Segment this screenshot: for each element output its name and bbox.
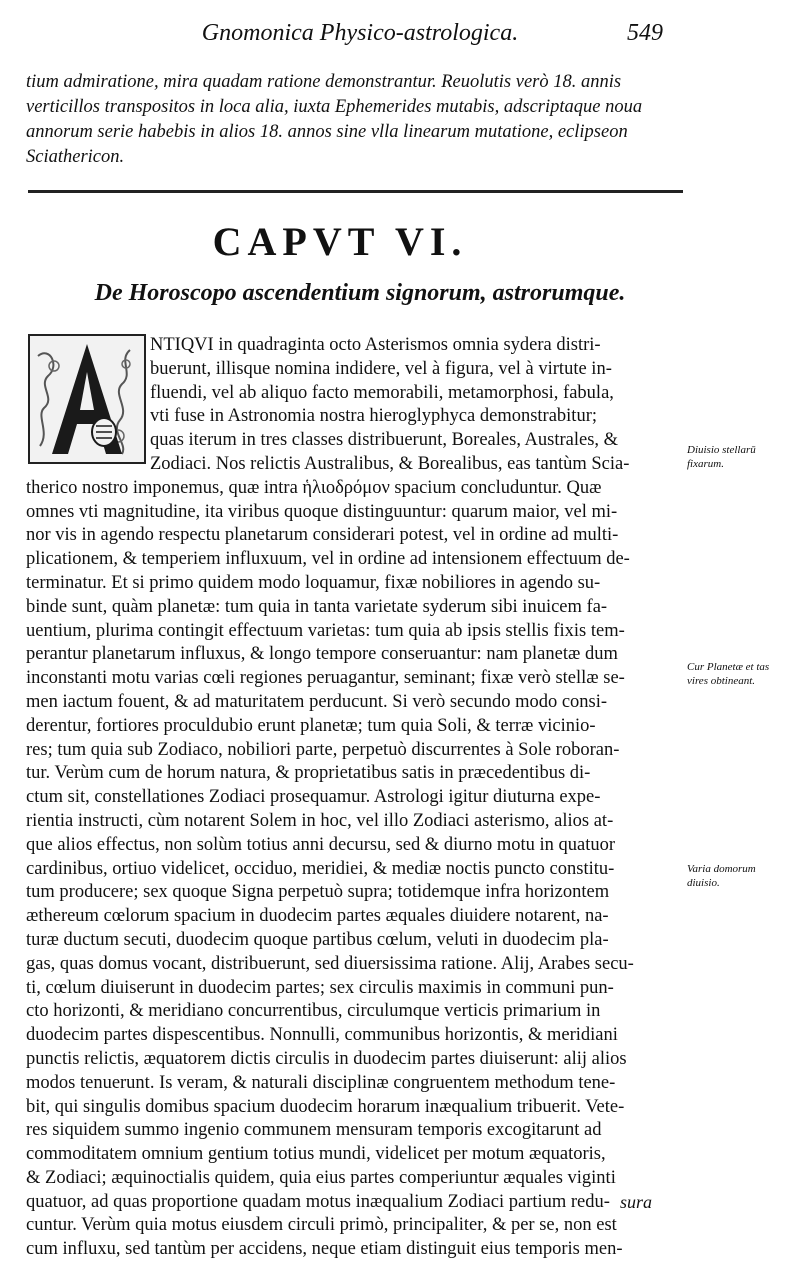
page-number: 549 bbox=[627, 20, 663, 46]
lead-paragraph: tium admiratione, mira quadam ratione demonstrantur. Reuolutis verò 18. annis verticillos transpositos in loca alia, iuxta Ephemerides mutabis, adscriptaque noua annorum serie habebis in alios 18. annos sine vlla linearum mutatione, eclipseon Sciathericon. bbox=[26, 72, 643, 167]
body-line: res; tum quia sub Zodiaco, nobiliori parte, perpetuò discurrentes à Sole roboran- bbox=[26, 739, 620, 760]
body-line: perantur planetarum influxus, & longo tempore conseruantur: nam planetæ dum bbox=[26, 644, 618, 665]
body-line: binde sunt, quàm planetæ: tum quia in tanta varietate syderum sibi inuicem fa- bbox=[26, 596, 608, 617]
body-line: punctis relictis, æquatorem dictis circulis in duodecim partes diuiserunt: alij alios bbox=[26, 1048, 627, 1069]
marginal-note-stars: Diuisio stellarū fixarum. bbox=[687, 444, 756, 470]
body-line: ctum sit, constellationes Zodiaci prosequamur. Astrologi igitur diuturna expe- bbox=[26, 787, 601, 808]
body-line: Zodiaci. Nos relictis Australibus, & Borealibus, eas tantùm Scia- bbox=[150, 453, 630, 474]
body-line: cuntur. Verùm quia motus eiusdem circuli primò, principaliter, & per se, non est bbox=[26, 1215, 617, 1236]
body-line: cum influxu, sed tantùm per accidens, neque etiam distinguit eius temporis men- bbox=[26, 1239, 623, 1260]
body-line: cardinibus, ortiuo videlicet, occiduo, meridiei, & mediæ noctis puncto constitu- bbox=[26, 858, 615, 879]
body-text bbox=[26, 334, 681, 1262]
body-line: res siquidem summo ingenio communem mensuram temporis excogitarunt ad bbox=[26, 1120, 602, 1141]
section-rule bbox=[28, 190, 683, 193]
body-line: commoditatem omnium gentium totius mundi, videlicet per motum æquatoris, bbox=[26, 1144, 606, 1165]
body-line: buerunt, illisque nomina indidere, vel à figura, vel à virtute in- bbox=[150, 358, 612, 379]
body-line: terminatur. Et si primo quidem modo loquamur, fixæ nobiliores in agendo su- bbox=[26, 572, 601, 593]
body-line: tum producere; sex quoque Signa perpetuò supra; totidemque infra horizontem bbox=[26, 882, 610, 903]
body-line: quatuor, ad quas proportione quadam motus inæqualium Zodiaci partium redu- bbox=[26, 1191, 610, 1212]
body-line: bit, qui singulis domibus spacium duodecim horarum inæqualium tribuerit. Vete- bbox=[26, 1096, 625, 1117]
body-line: vti fuse in Astronomia nostra hieroglyphyca demonstrabitur; bbox=[150, 406, 597, 427]
body-line: nor vis in agendo respectu planetarum considerari potest, vel in ordine ad multi- bbox=[26, 525, 619, 546]
body-line: derentur, fortiores proculdubio erunt planetæ; tum quia Soli, & terræ vicinio- bbox=[26, 715, 596, 736]
body-line: & Zodiaci; æquinoctialis quidem, quia eius partes comperiuntur æquales viginti bbox=[26, 1167, 616, 1188]
body-line: turæ ductum secuti, duodecim quoque partibus cœlum, veluti in duodecim pla- bbox=[26, 929, 609, 950]
running-title: Gnomonica Physico-astrologica. bbox=[201, 20, 519, 46]
body-line: modos tenuerunt. Is veram, & naturali disciplinæ congruentem methodum tene- bbox=[26, 1072, 616, 1093]
body-line: cto horizonti, & meridiano concurrentibus, circulumque verticis primarium in bbox=[26, 1001, 601, 1022]
body-line: uentium, plurima contingit effectuum varietas: tum quia ab ipsis stellis fixis tem- bbox=[26, 620, 625, 641]
body-line: duodecim partes dispescentibus. Nonnulli, communibus horizontis, & meridiani bbox=[26, 1025, 618, 1046]
body-line: inconstanti motu varias cœli regiones peruagantur, seminant; fixæ verò stellæ se- bbox=[26, 668, 625, 689]
catchword: sura bbox=[620, 1192, 653, 1212]
chapter-subtitle: De Horoscopo ascendentium signorum, astrorumque. bbox=[94, 280, 626, 306]
body-line: NTIQVI in quadraginta octo Asterismos omnia sydera distri- bbox=[150, 335, 601, 355]
body-line: que alios effectus, non solùm totius anni decursu, sed & diurno motu in quatuor bbox=[26, 834, 616, 855]
marginal-note-planets: Cur Planetæ et tas vires obtineant. bbox=[687, 661, 770, 687]
body-line: plicationem, & temperiem influxuum, vel in ordine ad intensionem effectuum de- bbox=[26, 549, 630, 570]
body-line: quas iterum in tres classes distribuerunt, Boreales, Australes, & bbox=[150, 430, 619, 451]
body-line: omnes vti magnitudine, ita viribus quoque distinguuntur: quarum maior, vel mi- bbox=[26, 501, 618, 522]
chapter-heading: CAPVT VI. bbox=[212, 219, 468, 264]
body-line: therico nostro imponemus, quæ intra ἡλιοδρόμον spacium concluduntur. Quæ bbox=[26, 477, 602, 498]
body-line: tur. Verùm cum de horum natura, & proprietatibus satis in præcedentibus di- bbox=[26, 763, 591, 784]
body-line: fluendi, vel ab aliquo facto memorabili, metamorphosi, fabula, bbox=[150, 382, 614, 403]
body-line: gas, quas domus vocant, distribuerunt, sed diuersissima ratione. Alij, Arabes secu- bbox=[26, 953, 634, 974]
body-line: rientia instructi, cùm notarent Solem in hoc, vel illo Zodiaci asterismo, alios at- bbox=[26, 810, 614, 831]
body-line: men iactum fouent, & ad maturitatem perducunt. Si verò secundo modo consi- bbox=[26, 691, 608, 712]
marginal-note-houses: Varia domorum diuisio. bbox=[687, 863, 756, 889]
body-line: ti, cœlum diuiserunt in duodecim partes; sex circulis maximis in communi pun- bbox=[26, 977, 614, 998]
body-line: æthereum cœlorum spacium in duodecim partes æquales diuidere notarent, na- bbox=[26, 906, 609, 927]
